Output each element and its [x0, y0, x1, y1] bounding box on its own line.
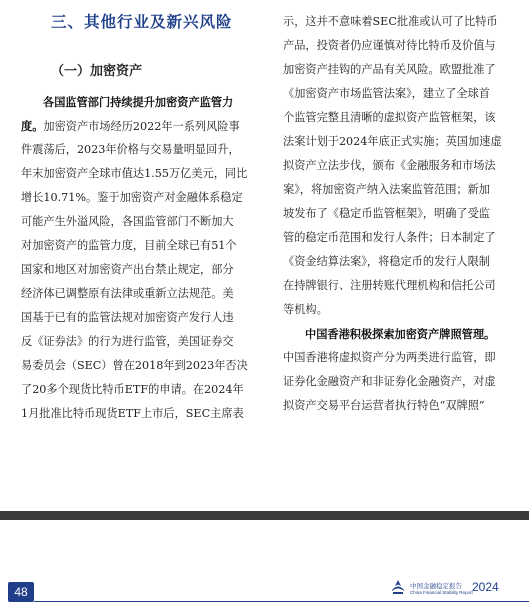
text-line: 可能产生外溢风险，各国监管部门不断加大: [21, 215, 234, 228]
text-line: 示，这并不意味着SEC批准或认可了比特币: [283, 15, 498, 28]
footer-rule: [34, 601, 529, 602]
page-footer: [0, 520, 529, 607]
text-line: 产品，投资者仍应谨慎对待比特币及价值与: [283, 39, 496, 52]
text-line: 坡发布了《稳定币监管框架》，明确了受监: [283, 207, 490, 220]
text-line: 1月批准比特币现货ETF上市后，SEC主席表: [21, 407, 244, 420]
text-line: 案》，将加密资产纳入法案监管范围；新加: [283, 183, 490, 196]
page-number: 48: [8, 582, 34, 602]
text-line: [21, 114, 265, 138]
text-line: 等机构。: [283, 303, 328, 316]
text-line: 《资金结算法案》，将稳定币的发行人限制: [283, 255, 490, 268]
text-line: 件震荡后，2023年价格与交易量明显回升，: [21, 143, 240, 156]
text-line: 加密资产挂钩的产品有关风险。欧盟批准了: [283, 63, 496, 76]
text-line: 在持牌银行、注册转账代理机构和信托公司: [283, 279, 496, 292]
text-line: 国家和地区对加密资产出台禁止规定，部分: [21, 263, 234, 276]
text-line: 对加密资产的监管力度，目前全球已有51个: [21, 239, 237, 252]
text-line: 中国香港积极探索加密资产牌照管理。: [305, 327, 496, 341]
text-line: 各国监管部门持续提升加密资产监管力: [43, 95, 234, 109]
page-divider-band: [0, 511, 529, 520]
report-year: 2024: [472, 580, 499, 594]
report-name-cn: 中国金融稳定报告: [410, 582, 462, 590]
text-line: 增长10.71%。鉴于加密资产对金融体系稳定: [21, 191, 243, 204]
text-line: 法案计划于2024年底正式实施；英国加速虚: [283, 135, 502, 148]
text-line: 《加密资产市场监管法案》，建立了全球首: [283, 87, 490, 100]
text-line: 个监管完整且清晰的虚拟资产监管框架，该: [283, 111, 496, 124]
text-line: 反《证券法》的行为进行监管，美国证券交: [21, 335, 234, 348]
section-title: 三、其他行业及新兴风险: [51, 13, 233, 31]
text-line: 经济体已调整原有法律或重新立法规范。美: [21, 287, 234, 300]
left-column: [21, 90, 265, 426]
text-line: 中国香港将虚拟资产分为两类进行监管，即: [283, 351, 496, 364]
text-line: 拟资产交易平台运营者执行特色“双牌照”: [283, 399, 485, 412]
right-column: [283, 10, 527, 418]
text-line: 年末加密资产全球市值达1.55万亿美元，同比: [21, 167, 248, 180]
subsection-title: （一）加密资产: [51, 64, 143, 79]
text-line: 易委员会（SEC）曾在2018年到2023年否决: [21, 359, 248, 372]
text-line: 了20多个现货比特币ETF的申请。在2024年: [21, 383, 244, 396]
text-segment: 加密资产市场经历2022年一系列风险事: [43, 120, 240, 133]
text-line: 国基于已有的监管法规对加密资产发行人违: [21, 311, 234, 324]
text-line: 拟资产立法步伐，颁布《金融服务和市场法: [283, 159, 496, 172]
report-name-en: China Financial Stability Report: [410, 590, 473, 595]
report-logo-icon: [388, 578, 408, 598]
text-line: 证券化金融资产和非证券化金融资产，对虚: [283, 375, 496, 388]
text-segment: 度。: [21, 119, 44, 133]
text-line: 管的稳定币范围和发行人条件；日本制定了: [283, 231, 496, 244]
